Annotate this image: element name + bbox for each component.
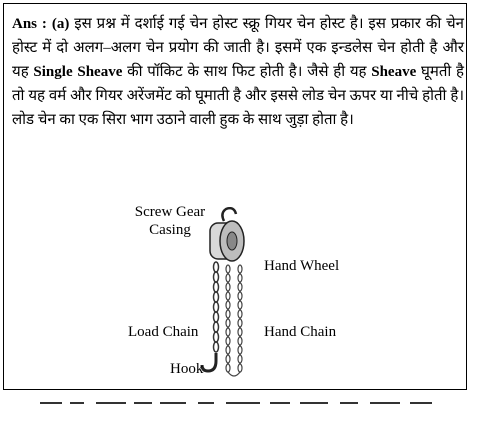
answer-box bbox=[3, 3, 467, 390]
answer-label: Ans : (a) bbox=[12, 16, 70, 32]
cut-off-text-fragment bbox=[30, 399, 450, 407]
answer-text-part-3: घूमती है तो यह वर्म और गियर अरेंजमेंट को घूमाती है और इससे लोड चेन ऊपर या नीचे होती है। लोड चेन का एक सिरा भाग उठाने वाली हुक के साथ जुड़ा होता है। bbox=[12, 64, 464, 128]
answer-text-part-2: की पॉकिट के साथ फिट होती है। जैसे ही यह bbox=[127, 64, 367, 80]
label-hook: Hook bbox=[170, 361, 204, 377]
answer-paragraph bbox=[12, 12, 464, 132]
answer-term-single-sheave: Single Sheave bbox=[33, 64, 123, 80]
chain-hoist-figure bbox=[114, 199, 374, 384]
label-screw-gear-casing: Screw Gear Casing bbox=[134, 204, 206, 238]
answer-text-part-1: इस प्रश्न में दर्शाई गई चेन होस्ट स्क्रू गियर चेन होस्ट है। इस प्रकार की चेन होस्ट में दो अलग–अलग चेन प्रयोग की जाती है। इसमें एक इन्डलेस चेन होती है और यह bbox=[12, 16, 464, 80]
label-hand-chain: Hand Chain bbox=[264, 324, 337, 340]
label-hand-wheel: Hand Wheel bbox=[264, 258, 340, 274]
label-load-chain: Load Chain bbox=[128, 324, 199, 340]
answer-term-sheave: Sheave bbox=[371, 64, 417, 80]
